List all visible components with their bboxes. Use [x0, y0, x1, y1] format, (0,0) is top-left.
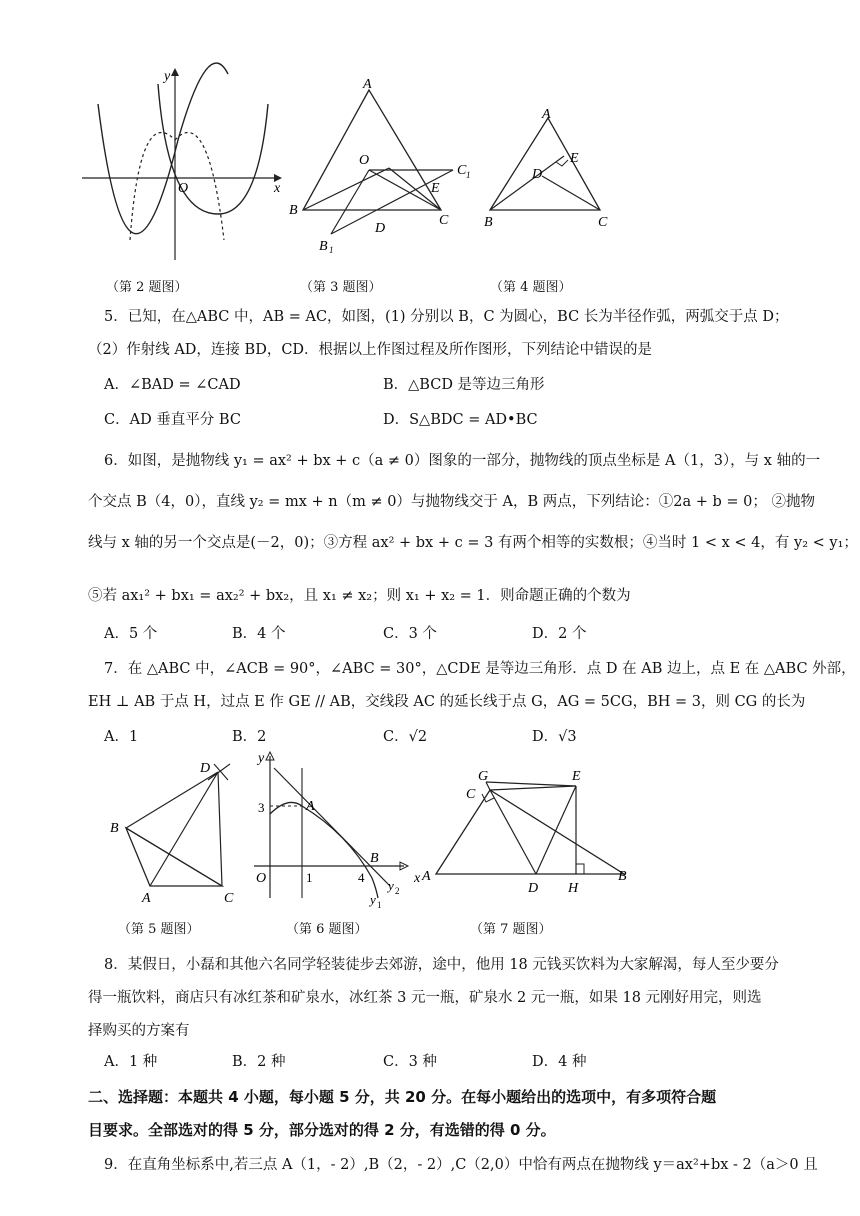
fig3-label-o: O — [359, 153, 370, 168]
fig5-label-a: A — [142, 891, 151, 906]
fig7-label-a: A — [422, 869, 431, 884]
fig7-label-c: C — [466, 787, 476, 802]
q5-option-d: D．S△BDC = AD•BC — [383, 412, 538, 428]
q6-line-4: ⑤若 ax₁² + bx₁ = ax₂² + bx₂，且 x₁ ≠ x₂；则 x₁ + x₂ = 1．则命题正确的个数为 — [88, 588, 631, 604]
fig6-label-1: 1 — [306, 870, 313, 885]
q8-option-d: D．4 种 — [532, 1054, 587, 1070]
q8-option-b: B．2 种 — [232, 1054, 286, 1070]
fig7-label-d: D — [528, 881, 539, 896]
fig4-label-d: D — [532, 167, 543, 182]
fig3-label-b1: B — [319, 239, 328, 254]
fig5-label-c: C — [224, 891, 234, 906]
fig6-label-o: O — [256, 871, 267, 886]
fig7-label-h: H — [568, 881, 579, 896]
fig6-label-3: 3 — [258, 800, 265, 815]
figure-2-graph — [78, 64, 288, 264]
fig7-label-g: G — [478, 769, 489, 784]
figure-5-graph — [106, 756, 256, 906]
q6-option-c: C．3 个 — [383, 626, 437, 642]
q6-option-b: B．4 个 — [232, 626, 286, 642]
fig6-label-x: x — [414, 871, 421, 886]
fig4-label-b: B — [484, 215, 493, 230]
fig3-label-d: D — [375, 221, 386, 236]
section-2-heading-line-2: 目要求。全部选对的得 5 分，部分选对的得 2 分，有选错的得 0 分。 — [88, 1121, 556, 1139]
fig3-label-c1: C — [457, 163, 467, 178]
fig6-label-y1-sub: 1 — [377, 900, 382, 910]
fig5-caption: （第 5 题图） — [118, 922, 200, 937]
fig3-label-c1-sub: 1 — [466, 170, 471, 180]
q5-option-a: A．∠BAD = ∠CAD — [104, 377, 241, 393]
fig3-label-c: C — [439, 213, 449, 228]
fig3-label-e: E — [431, 181, 440, 196]
q8-line-1: 8．某假日，小磊和其他六名同学轻装徒步去郊游，途中，他用 18 元钱买饮料为大家解渴，每人至少要分 — [104, 957, 779, 973]
figure-7-graph — [418, 766, 638, 896]
fig4-label-e: E — [570, 151, 579, 166]
q7-option-c: C．√2 — [383, 729, 428, 745]
q6-line-2: 个交点 B（4，0），直线 y₂ = mx + n（m ≠ 0）与抛物线交于 A，B 两点，下列结论：①2a + b = 0； ②抛物 — [88, 494, 815, 510]
fig7-label-b: B — [618, 869, 627, 884]
fig4-label-a: A — [542, 107, 551, 122]
fig7-label-e: E — [572, 769, 581, 784]
fig3-label-b: B — [289, 203, 298, 218]
fig6-label-y: y — [258, 751, 265, 766]
q6-line-3: 线与 x 轴的另一个交点是(－2，0)；③方程 ax² + bx + c = 3 有两个相等的实数根；④当时 1 < x < 4，有 y₂ < y₁； — [88, 535, 858, 551]
fig6-label-4: 4 — [358, 870, 365, 885]
q7-option-a: A．1 — [104, 729, 139, 745]
q5-line-2: （2）作射线 AD，连接 BD，CD．根据以上作图过程及所作图形，下列结论中错误的是 — [88, 342, 653, 358]
q6-line-1: 6．如图，是抛物线 y₁ = ax² + bx + c（a ≠ 0）图象的一部分，抛物线的顶点坐标是 A（1，3），与 x 轴的一 — [104, 453, 821, 469]
fig7-caption: （第 7 题图） — [470, 922, 552, 937]
q6-option-a: A．5 个 — [104, 626, 158, 642]
section-2-heading-line-1: 二、选择题：本题共 4 小题，每小题 5 分，共 20 分。在每小题给出的选项中，有多项符合题 — [88, 1088, 717, 1106]
fig5-label-d: D — [200, 761, 211, 776]
q7-option-b: B．2 — [232, 729, 267, 745]
q6-option-d: D．2 个 — [532, 626, 587, 642]
q7-line-2: EH ⊥ AB 于点 H，过点 E 作 GE // AB，交线段 AC 的延长线于点 G，AG = 5CG，BH = 3，则 CG 的长为 — [88, 694, 806, 710]
fig4-caption: （第 4 题图） — [490, 280, 572, 295]
fig3-caption: （第 3 题图） — [300, 280, 382, 295]
q8-line-2: 得一瓶饮料，商店只有冰红茶和矿泉水，冰红茶 3 元一瓶，矿泉水 2 元一瓶，如果 18 元刚好用完，则选 — [88, 990, 762, 1006]
fig2-label-x: x — [274, 181, 281, 196]
fig3-label-a: A — [363, 77, 372, 92]
fig2-label-o: O — [178, 181, 189, 196]
q9-line-1: 9．在直角坐标系中,若三点 A（1，- 2）,B（2，- 2）,C（2,0）中恰有两点在抛物线 y＝ax²+bx - 2（a＞0 且 — [104, 1157, 818, 1173]
figure-6-graph — [248, 748, 421, 910]
fig2-caption: （第 2 题图） — [106, 280, 188, 295]
q5-option-b: B．△BCD 是等边三角形 — [383, 377, 545, 393]
fig6-label-b: B — [370, 851, 379, 866]
q8-option-c: C．3 种 — [383, 1054, 437, 1070]
fig5-label-b: B — [110, 821, 119, 836]
figure-3-graph — [285, 78, 485, 253]
q5-option-c: C．AD 垂直平分 BC — [104, 412, 241, 428]
fig4-label-c: C — [598, 215, 608, 230]
q8-option-a: A．1 种 — [104, 1054, 158, 1070]
fig6-label-y2-sub: 2 — [395, 886, 400, 896]
q7-line-1: 7．在 △ABC 中，∠ACB = 90°，∠ABC = 30°，△CDE 是等边三角形．点 D 在 AB 边上，点 E 在 △ABC 外部， — [104, 661, 856, 677]
fig6-label-y1: y — [370, 892, 376, 907]
q5-line-1: 5．已知，在△ABC 中，AB = AC，如图，(1) 分别以 B，C 为圆心，BC 长为半径作弧，两弧交于点 D； — [104, 309, 789, 325]
q7-option-d: D．√3 — [532, 729, 577, 745]
q8-line-3: 择购买的方案有 — [88, 1023, 190, 1039]
fig6-label-a: A — [306, 799, 315, 814]
fig6-label-y2: y — [388, 878, 394, 893]
figure-4-graph — [482, 104, 632, 234]
fig3-label-b1-sub: 1 — [329, 245, 334, 255]
fig2-label-y: y — [164, 69, 171, 84]
fig6-caption: （第 6 题图） — [286, 922, 368, 937]
